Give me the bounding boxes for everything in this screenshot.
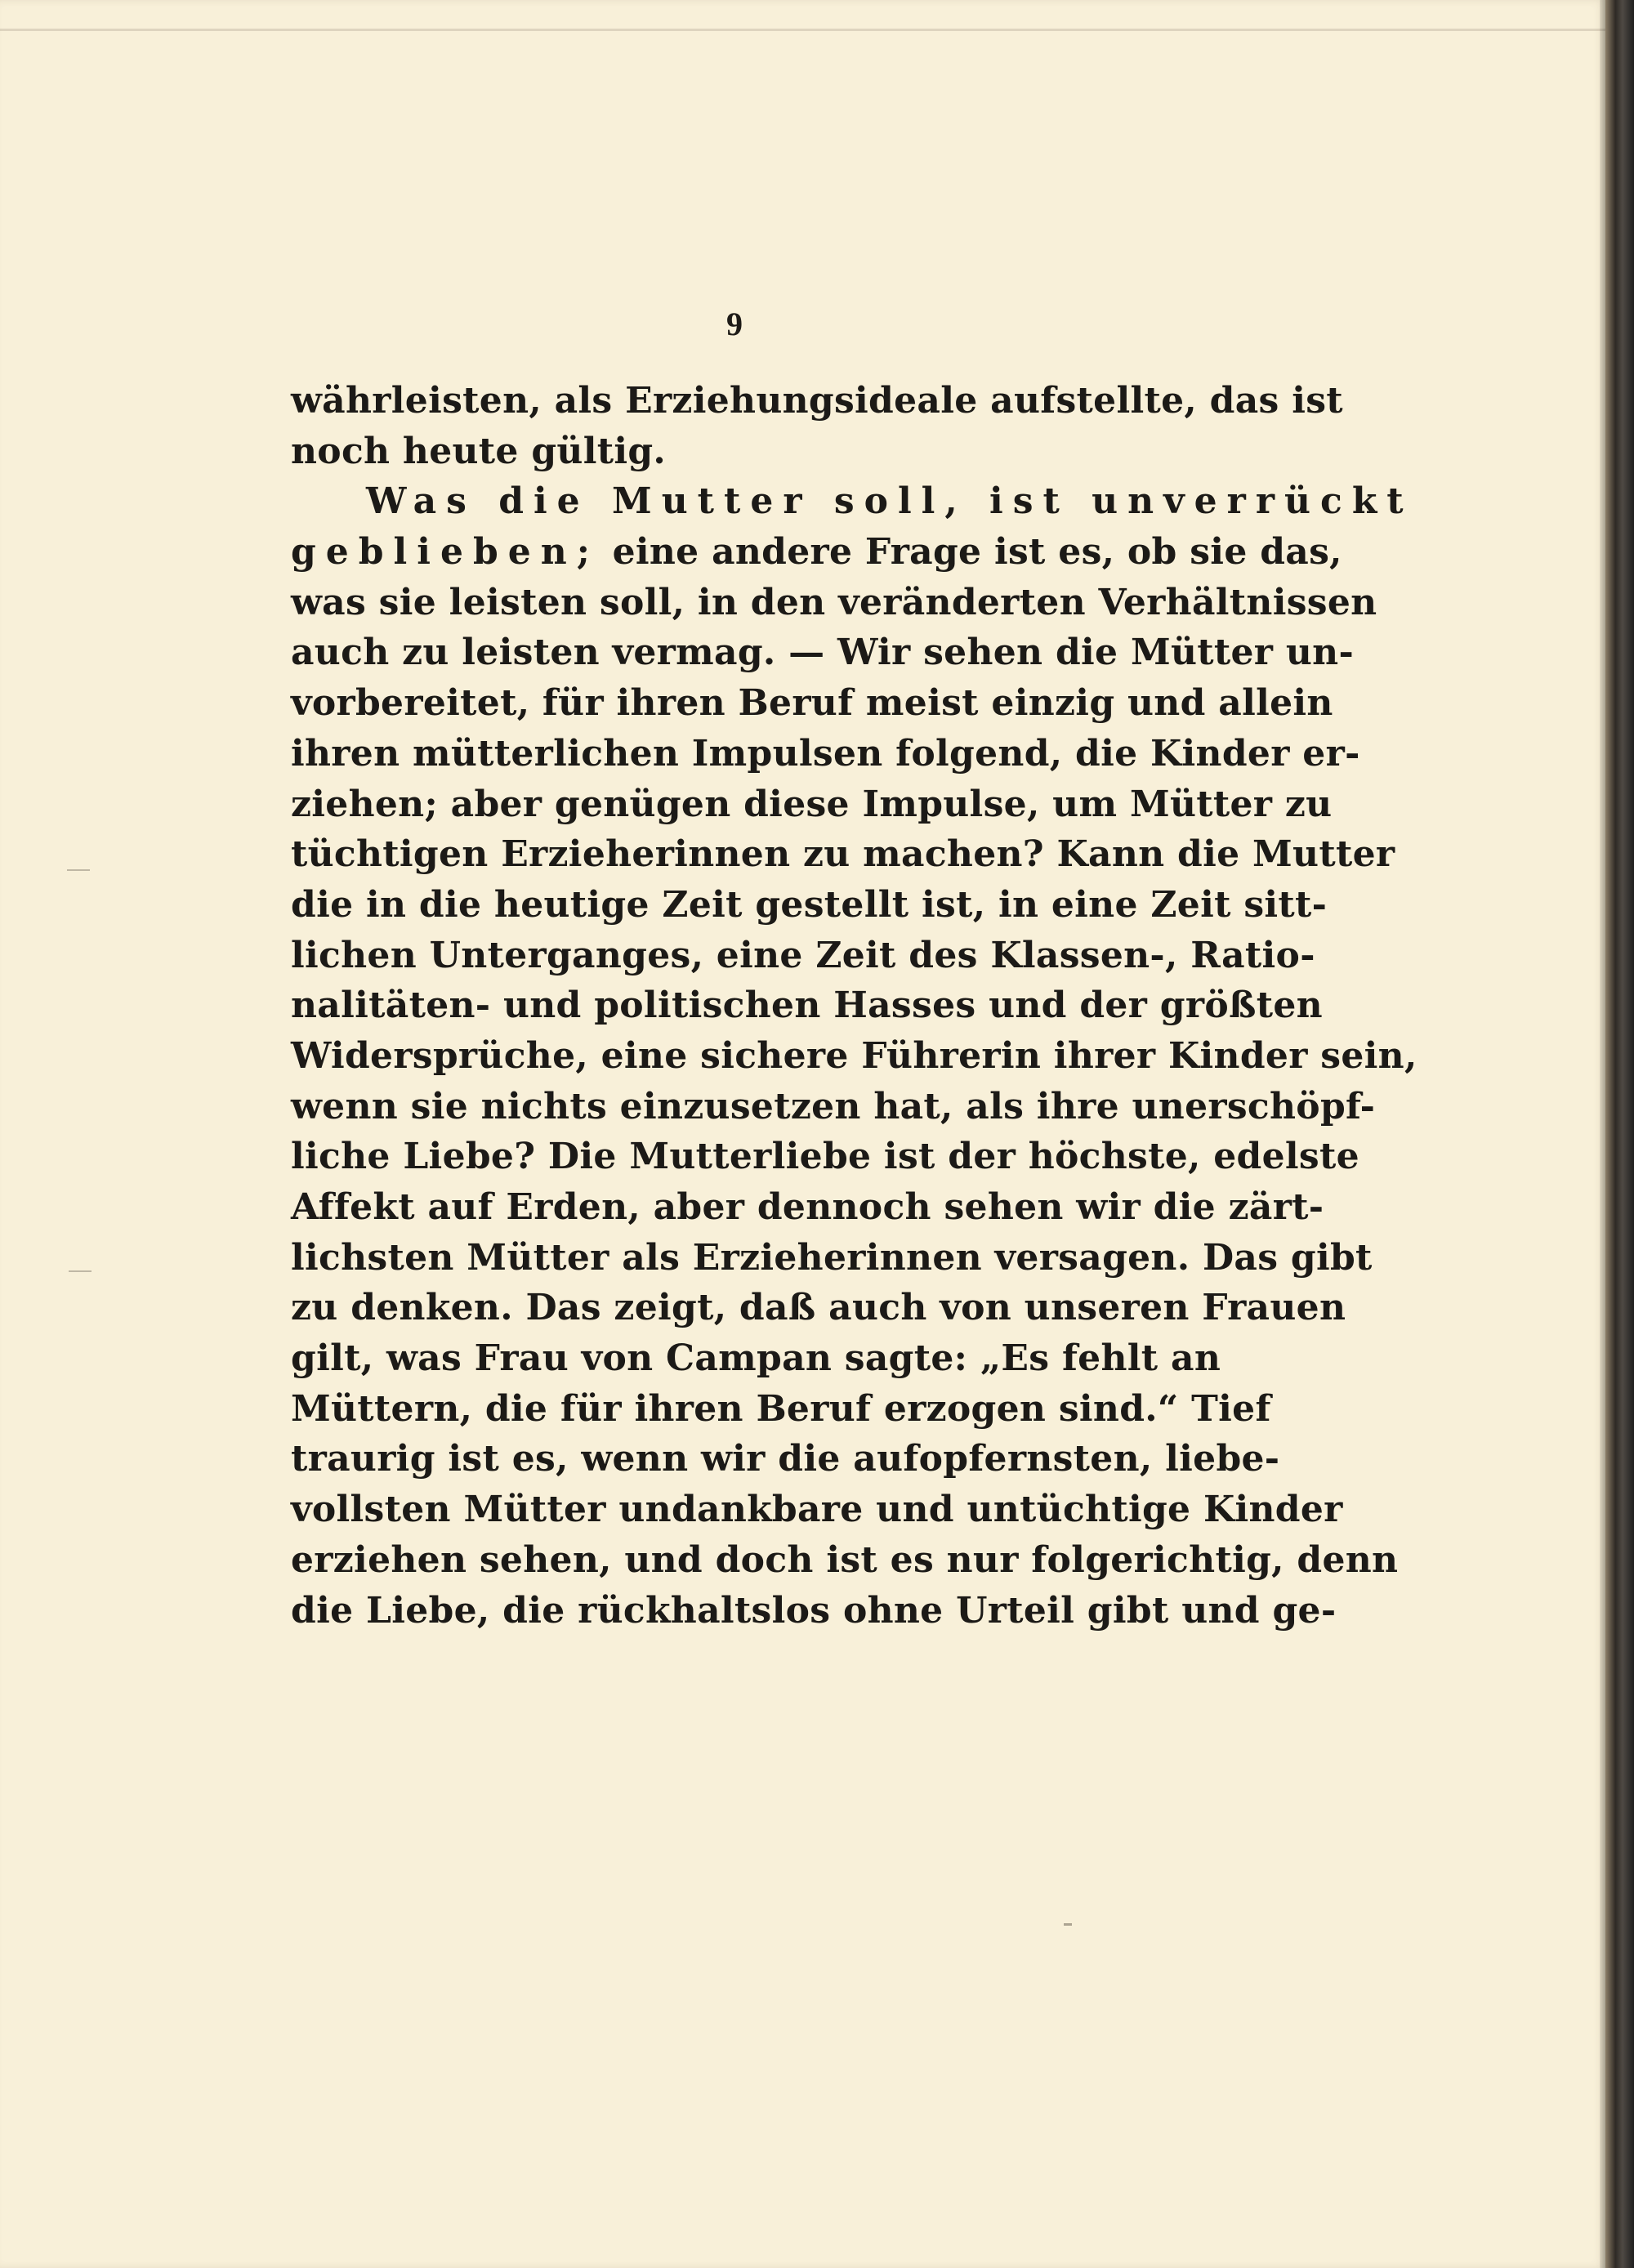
page-edge-shadow bbox=[1605, 0, 1634, 2268]
text-line: nalitäten- und politischen Hasses und der größten bbox=[291, 984, 1323, 1027]
text-line: vorbereitet, für ihren Beruf meist einzig und allein bbox=[291, 682, 1333, 725]
spaced-text: geblieben; bbox=[291, 531, 600, 574]
text-line: was sie leisten soll, in den veränderten Verhältnissen bbox=[291, 581, 1377, 623]
top-mark bbox=[0, 29, 1605, 31]
text-line: vollsten Mütter undankbare und untüchtige Kinder bbox=[291, 1489, 1343, 1531]
text-line: gilt, was Frau von Campan sagte: „Es fehlt an bbox=[291, 1337, 1221, 1380]
text-line: ziehen; aber genügen diese Impulse, um Mütter zu bbox=[291, 783, 1333, 825]
text-line: Affekt auf Erden, aber dennoch sehen wir die zärt- bbox=[291, 1186, 1324, 1228]
text-line: noch heute gültig. bbox=[291, 430, 667, 472]
text-line: lichsten Mütter als Erzieherinnen versagen. Das gibt bbox=[291, 1236, 1373, 1279]
text-line: Widersprüche, eine sichere Führerin ihrer Kinder sein, bbox=[291, 1034, 1417, 1077]
text-line: zu denken. Das zeigt, daß auch von unseren Frauen bbox=[291, 1287, 1346, 1329]
text-line: Müttern, die für ihren Beruf erzogen sind.“ Tief bbox=[291, 1387, 1271, 1430]
text-line bbox=[291, 527, 1342, 578]
spaced-text: Was die Mutter soll, ist unverrückt bbox=[366, 480, 1413, 523]
text-line: traurig ist es, wenn wir die aufopfernsten, liebe- bbox=[291, 1438, 1280, 1480]
text-block bbox=[291, 376, 1417, 1636]
text-line: lichen Unterganges, eine Zeit des Klassen-, Ratio- bbox=[291, 934, 1315, 976]
margin-mark bbox=[67, 869, 90, 871]
text-line: liche Liebe? Die Mutterliebe ist der höchste, edelste bbox=[291, 1136, 1359, 1178]
text-line: wenn sie nichts einzusetzen hat, als ihre unerschöpf- bbox=[291, 1085, 1376, 1127]
page-speck bbox=[1064, 1923, 1072, 1926]
text-line: erziehen sehen, und doch ist es nur folgerichtig, denn bbox=[291, 1538, 1399, 1581]
margin-mark bbox=[69, 1270, 92, 1272]
text-line bbox=[291, 476, 1413, 527]
text-line: tüchtigen Erzieherinnen zu machen? Kann die Mutter bbox=[291, 833, 1395, 876]
text-line: die in die heutige Zeit gestellt ist, in eine Zeit sitt- bbox=[291, 883, 1328, 926]
text-line: ihren mütterlichen Impulsen folgend, die Kinder er- bbox=[291, 732, 1360, 775]
text-line: auch zu leisten vermag. — Wir sehen die Mütter un- bbox=[291, 632, 1355, 674]
text-line: währleisten, als Erziehungsideale aufstellte, das ist bbox=[291, 380, 1343, 422]
text-line: die Liebe, die rückhaltslos ohne Urteil gibt und ge- bbox=[291, 1589, 1337, 1632]
text-line-rest: eine andere Frage ist es, ob sie das, bbox=[599, 531, 1342, 574]
page-number: 9 bbox=[726, 306, 743, 342]
page-edge-fold bbox=[1600, 0, 1605, 2268]
